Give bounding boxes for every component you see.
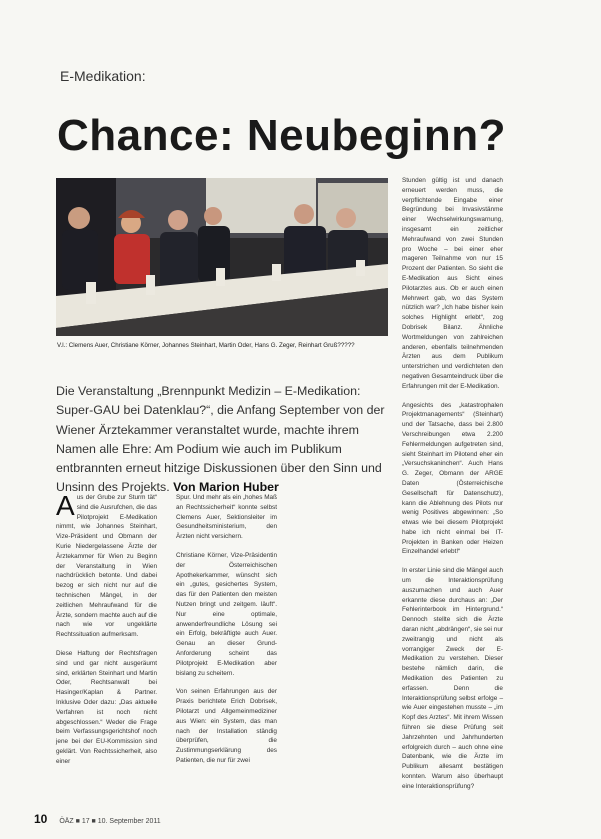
body-column-1 bbox=[56, 490, 157, 776]
photo-caption: V.l.: Clemens Auer, Christiane Körner, Johannes Steinhart, Martin Oder, Hans G. Zeger, Reinhart Gruß????? bbox=[57, 342, 355, 349]
paragraph: In erster Linie sind die Mängel auch um die Interaktionsprüfung auszumachen und auch Auer erkannte diese durchaus an: „Der Fehlerinterbook im Hintergrund.“ Dennoch stellte sich die Ärzte daran nicht „abdrängen“, sie sei nur zweitrangig und nicht als vorrangiger Zweck der E-Medikation zu verstehen. Dieser bestehe nämlich darin, die Medikation des Patienten zu erfassen. Denn die Interaktionsprüfung selbst erfolge – wie Auer eingestehen musste – „im Kopf des Arztes“. Mit ihrem Wissen führen sie diese Prüfung seit Jahrzehnten und Jahrhunderten erfolgreich durch – auch ohne eine Datenbank, wie die Ärzte im Publikum allesamt bestätigen konnten. Warum also überhaupt eine Interaktionsprüfung? bbox=[402, 567, 503, 790]
paragraph: Spur. Und mehr als ein „hohes Maß an Rechtssicherheit“ konnte selbst Clemens Auer, Sektionsleiter im Gesundheitsministerium, den Ärzten nicht versichern. bbox=[176, 494, 277, 541]
body-column-2 bbox=[176, 493, 277, 775]
issue-info: ÖÄZ ■ 17 ■ 10. September 2011 bbox=[59, 818, 161, 825]
paragraph: Angesichts des „katastrophalen Projektmanagements“ (Steinhart) und der Tatsache, dass bei 2.800 Verschreibungen etwa 2.200 Fehlermeldungen aufgetreten sind, sieht Steinhart im Pilotend eher ein „Versuchskaninchen“. Auch Hans G. Zeger, Obmann der ARGE Daten (Österreichische Gesellschaft für Datenschutz), kann die Ablehnung des Pilots nur wenig Positives abgewinnen: „So etwas wie bei diesem Pilotprojekt habe ich nicht einmal bei IT-Projekten in Banken oder Heizen Einzelhandel erlebt!“ bbox=[402, 401, 503, 556]
panel-photo bbox=[56, 178, 388, 336]
panel-photo-illustration bbox=[56, 178, 388, 336]
page-footer bbox=[34, 812, 574, 826]
paragraph: Christiane Körner, Vize-Präsidentin der Österreichischen Apothekerkammer, wünscht sich ein „gutes, gesichertes System, das für den Patienten den meisten Nutzen bringt und zeitgem. läuft“. Nur eine optimale, anwenderfreundliche Lösung sei ein Erfolg, bekräftigte auch Auer. Genau an dieser Grund-Anforderung scheint das Pilotprojekt E-Medikation aber bislang zu scheitern. bbox=[176, 551, 277, 677]
paragraph bbox=[56, 490, 157, 640]
body-column-3 bbox=[402, 176, 503, 801]
paragraph: Von seinen Erfahrungen aus der Praxis berichtete Erich Dobrisek, Pilotarzt und Allgemeinmediziner aus Wien: ein System, das man nach der Installation ständig überprüfen, die Zustimmungserklärung des Patienten, die nur für zwei bbox=[176, 688, 277, 764]
article-kicker: E-Medikation: bbox=[60, 68, 146, 84]
paragraph: Diese Haftung der Rechtsfragen sind und gar nicht ausgeräumt sind, erklärten Steinhart und Martin Oder, Rechtsanwalt bei Hasinger/Kaplan & Partner. Inklusive Oder dazu: „Das aktuelle Verfahren ist noch nicht abgeschlossen.“ Weder die Frage beim Verfassungsgerichtshof noch jene bei der EU-Kommission sind geklärt. Von Rechtssicherheit, also einer bbox=[56, 649, 157, 765]
article-headline: Chance: Neubeginn? bbox=[57, 111, 507, 160]
page-number: 10 bbox=[34, 812, 48, 826]
drop-cap: A bbox=[56, 490, 75, 521]
paragraph: Stunden gültig ist und danach erneuert werden muss, die verpflichtende Eingabe einer Begründung bei Invasivstänme einer Wechselwirkungswarnung, insgesamt ein zeitlicher Mehraufwand von zwei Stunden pro Woche – bei einer eher mageren Teilnahme von nur 15 Prozent der Patienten. So sieht die E-Medikation aus Sicht eines Pilotarztes aus. Ob er auch einen Mehrwert gab, wo das System nützlich war? „Ich habe bisher kein solches Highlight erlebt“, zog Dobrisek Bilanz. Ähnliche Wortmeldungen von zahlreichen anderen, ebenfalls teilnehmenden Ärzten aus dem Publikum unterstrichen und verdichteten den negativen Gesamteindruck über die Erfahrungen mit der E-Medikation. bbox=[402, 177, 503, 390]
article-lead bbox=[56, 382, 390, 498]
lead-text: Die Veranstaltung „Brennpunkt Medizin – E-Medikation: Super-GAU bei Datenklau?“, die Anfang September von der Wiener Ärztekammer veranstaltet wurde, machte ihrem Namen alle Ehre: Am Podium wie auch im Publikum entbrannten erneut hitzige Diskussionen über den Sinn und Unsinn des Projekts. bbox=[56, 384, 385, 495]
paragraph-text: us der Grube zur Sturm tät“ sind die Ausrufchen, die das Pilotprojekt E-Medikation nimmt, wie Johannes Steinhart, Vize-Präsident und Obmann der Kurie Niedergelassene Ärzte der Ärztekammer für Wien zu Beginn der Veranstaltung in Wien nachdrücklich betonte. Und dabei bezog er sich nicht nur auf die technischen Mängel, in der zeitlichen Mehraufwand für die Ärzte, sondern machte auch auf die nach wie vor ungeklärte Rechtssituation aufmerksam. bbox=[56, 494, 157, 639]
article-author: Von Marion Huber bbox=[173, 480, 279, 495]
